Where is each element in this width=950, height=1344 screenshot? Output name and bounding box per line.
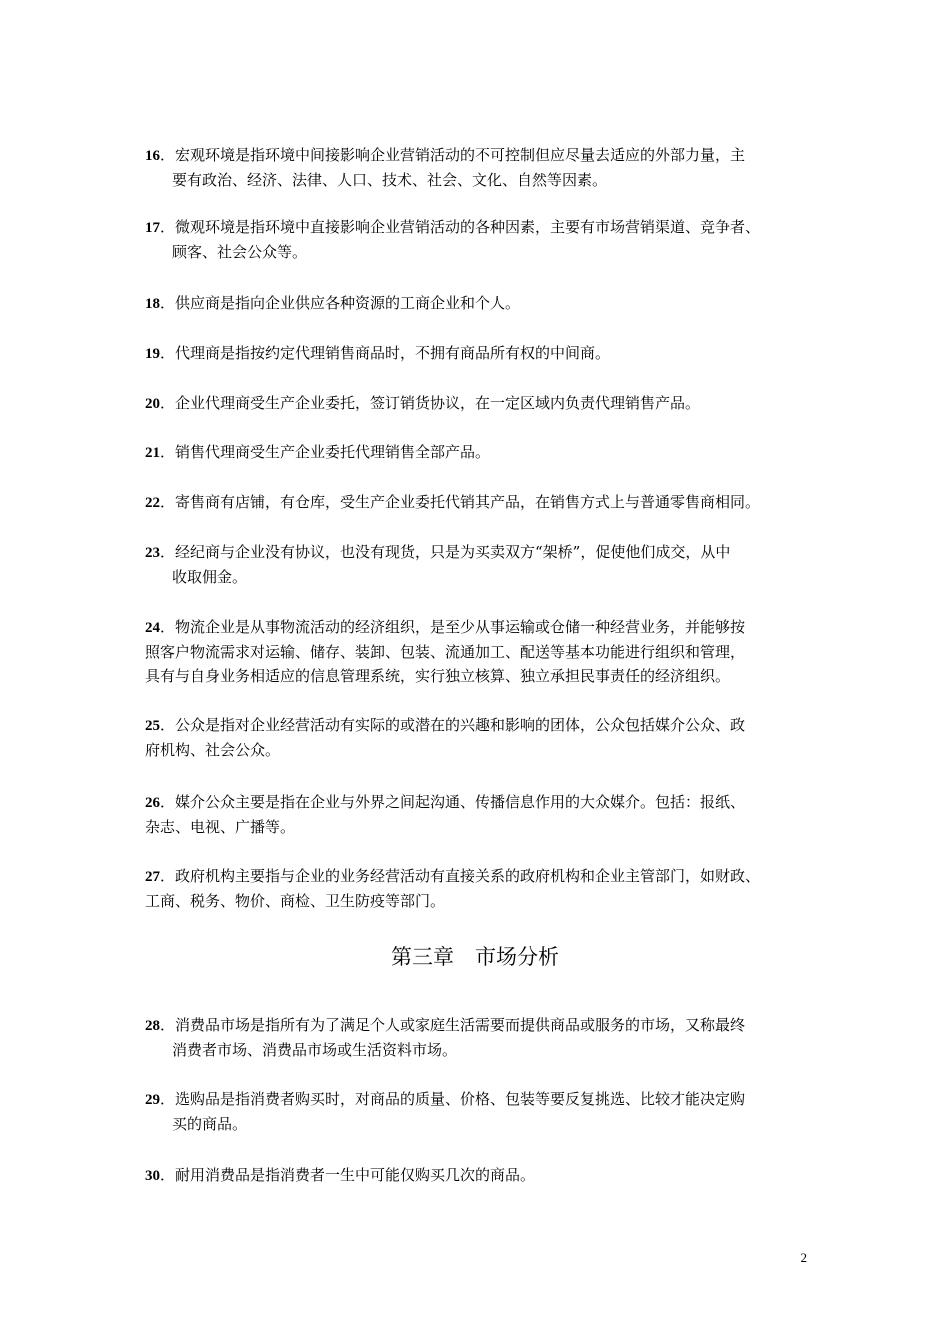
definition-28: [145, 1013, 813, 1062]
definition-18: [145, 291, 813, 316]
entry-text: 公众是指对企业经营活动有实际的或潜在的兴趣和影响的团体，公众包括媒介公众、政: [175, 716, 746, 734]
entry-text: 消费品市场是指所有为了满足个人或家庭生活需要而提供商品或服务的市场，又称最终: [175, 1016, 746, 1034]
entry-number: 30．: [145, 1166, 176, 1184]
page-number: 2: [800, 1250, 807, 1265]
entry-text: 政府机构主要指与企业的业务经营活动有直接关系的政府机构和企业主管部门，如财政、: [175, 867, 761, 885]
definition-16: [145, 143, 813, 192]
entry-number: 27．: [145, 867, 176, 885]
entry-text: 媒介公众主要是指在企业与外界之间起沟通、传播信息作用的大众媒介。包括：报纸、: [175, 793, 746, 811]
definition-29: [145, 1087, 813, 1136]
entry-text: 耐用消费品是指消费者一生中可能仅购买几次的商品。: [175, 1166, 536, 1184]
entry-number: 21．: [145, 443, 176, 461]
entry-text: 宏观环境是指环境中间接影响企业营销活动的不可控制但应尽量去适应的外部力量，主: [175, 146, 746, 164]
definition-17: [145, 215, 813, 264]
definition-26: [145, 790, 813, 839]
definition-30: [145, 1163, 813, 1188]
definition-22: [145, 490, 813, 515]
entry-number: 24．: [145, 618, 176, 636]
entry-text-continued: 收取佣金。: [172, 568, 248, 586]
definition-20: [145, 391, 813, 416]
entry-number: 25．: [145, 716, 176, 734]
entry-text-continued: 顾客、社会公众等。: [172, 243, 308, 261]
entry-text-continued: 杂志、电视、广播等。: [145, 818, 296, 836]
entry-number: 22．: [145, 493, 176, 511]
entry-text-continued: 消费者市场、消费品市场或生活资料市场。: [172, 1041, 458, 1059]
entry-text-continued: 具有与自身业务相适应的信息管理系统，实行独立核算、独立承担民事责任的经济组织。: [145, 667, 731, 685]
definition-19: [145, 341, 813, 366]
entry-text-continued: 照客户物流需求对运输、储存、装卸、包装、流通加工、配送等基本功能进行组织和管理，: [145, 643, 746, 661]
entry-text: 代理商是指按约定代理销售商品时，不拥有商品所有权的中间商。: [175, 344, 611, 362]
entry-text-continued: 府机构、社会公众。: [145, 741, 281, 759]
entry-text: 寄售商有店铺，有仓库，受生产企业委托代销其产品，在销售方式上与普通零售商相同。: [175, 493, 761, 511]
entry-text: 微观环境是指环境中直接影响企业营销活动的各种因素，主要有市场营销渠道、竞争者、: [175, 218, 761, 236]
chapter-title: 第三章 市场分析: [391, 945, 559, 969]
definition-25: [145, 713, 813, 762]
entry-number: 28．: [145, 1016, 176, 1034]
entry-text-continued: 买的商品。: [172, 1115, 248, 1133]
entry-number: 16．: [145, 146, 176, 164]
definition-24: [145, 615, 813, 688]
entry-number: 20．: [145, 394, 176, 412]
entry-number: 19．: [145, 344, 176, 362]
entry-text: 供应商是指向企业供应各种资源的工商企业和个人。: [175, 294, 521, 312]
entry-number: 26．: [145, 793, 176, 811]
entry-text: 选购品是指消费者购买时，对商品的质量、价格、包装等要反复挑选、比较才能决定购: [175, 1090, 746, 1108]
entry-text: 经纪商与企业没有协议，也没有现货，只是为买卖双方“架桥”，促使他们成交，从中: [175, 543, 731, 561]
entry-number: 17．: [145, 218, 176, 236]
entry-text: 销售代理商受生产企业委托代理销售全部产品。: [175, 443, 491, 461]
definition-21: [145, 440, 813, 465]
entry-text-continued: 要有政治、经济、法律、人口、技术、社会、文化、自然等因素。: [172, 171, 608, 189]
entry-number: 18．: [145, 294, 176, 312]
definition-23: [145, 540, 813, 589]
entry-number: 23．: [145, 543, 176, 561]
entry-number: 29．: [145, 1090, 176, 1108]
entry-text-continued: 工商、税务、物价、商检、卫生防疫等部门。: [145, 892, 446, 910]
definition-27: [145, 864, 813, 913]
entry-text: 企业代理商受生产企业委托，签订销货协议，在一定区域内负责代理销售产品。: [175, 394, 701, 412]
entry-text: 物流企业是从事物流活动的经济组织，是至少从事运输或仓储一种经营业务，并能够按: [175, 618, 746, 636]
